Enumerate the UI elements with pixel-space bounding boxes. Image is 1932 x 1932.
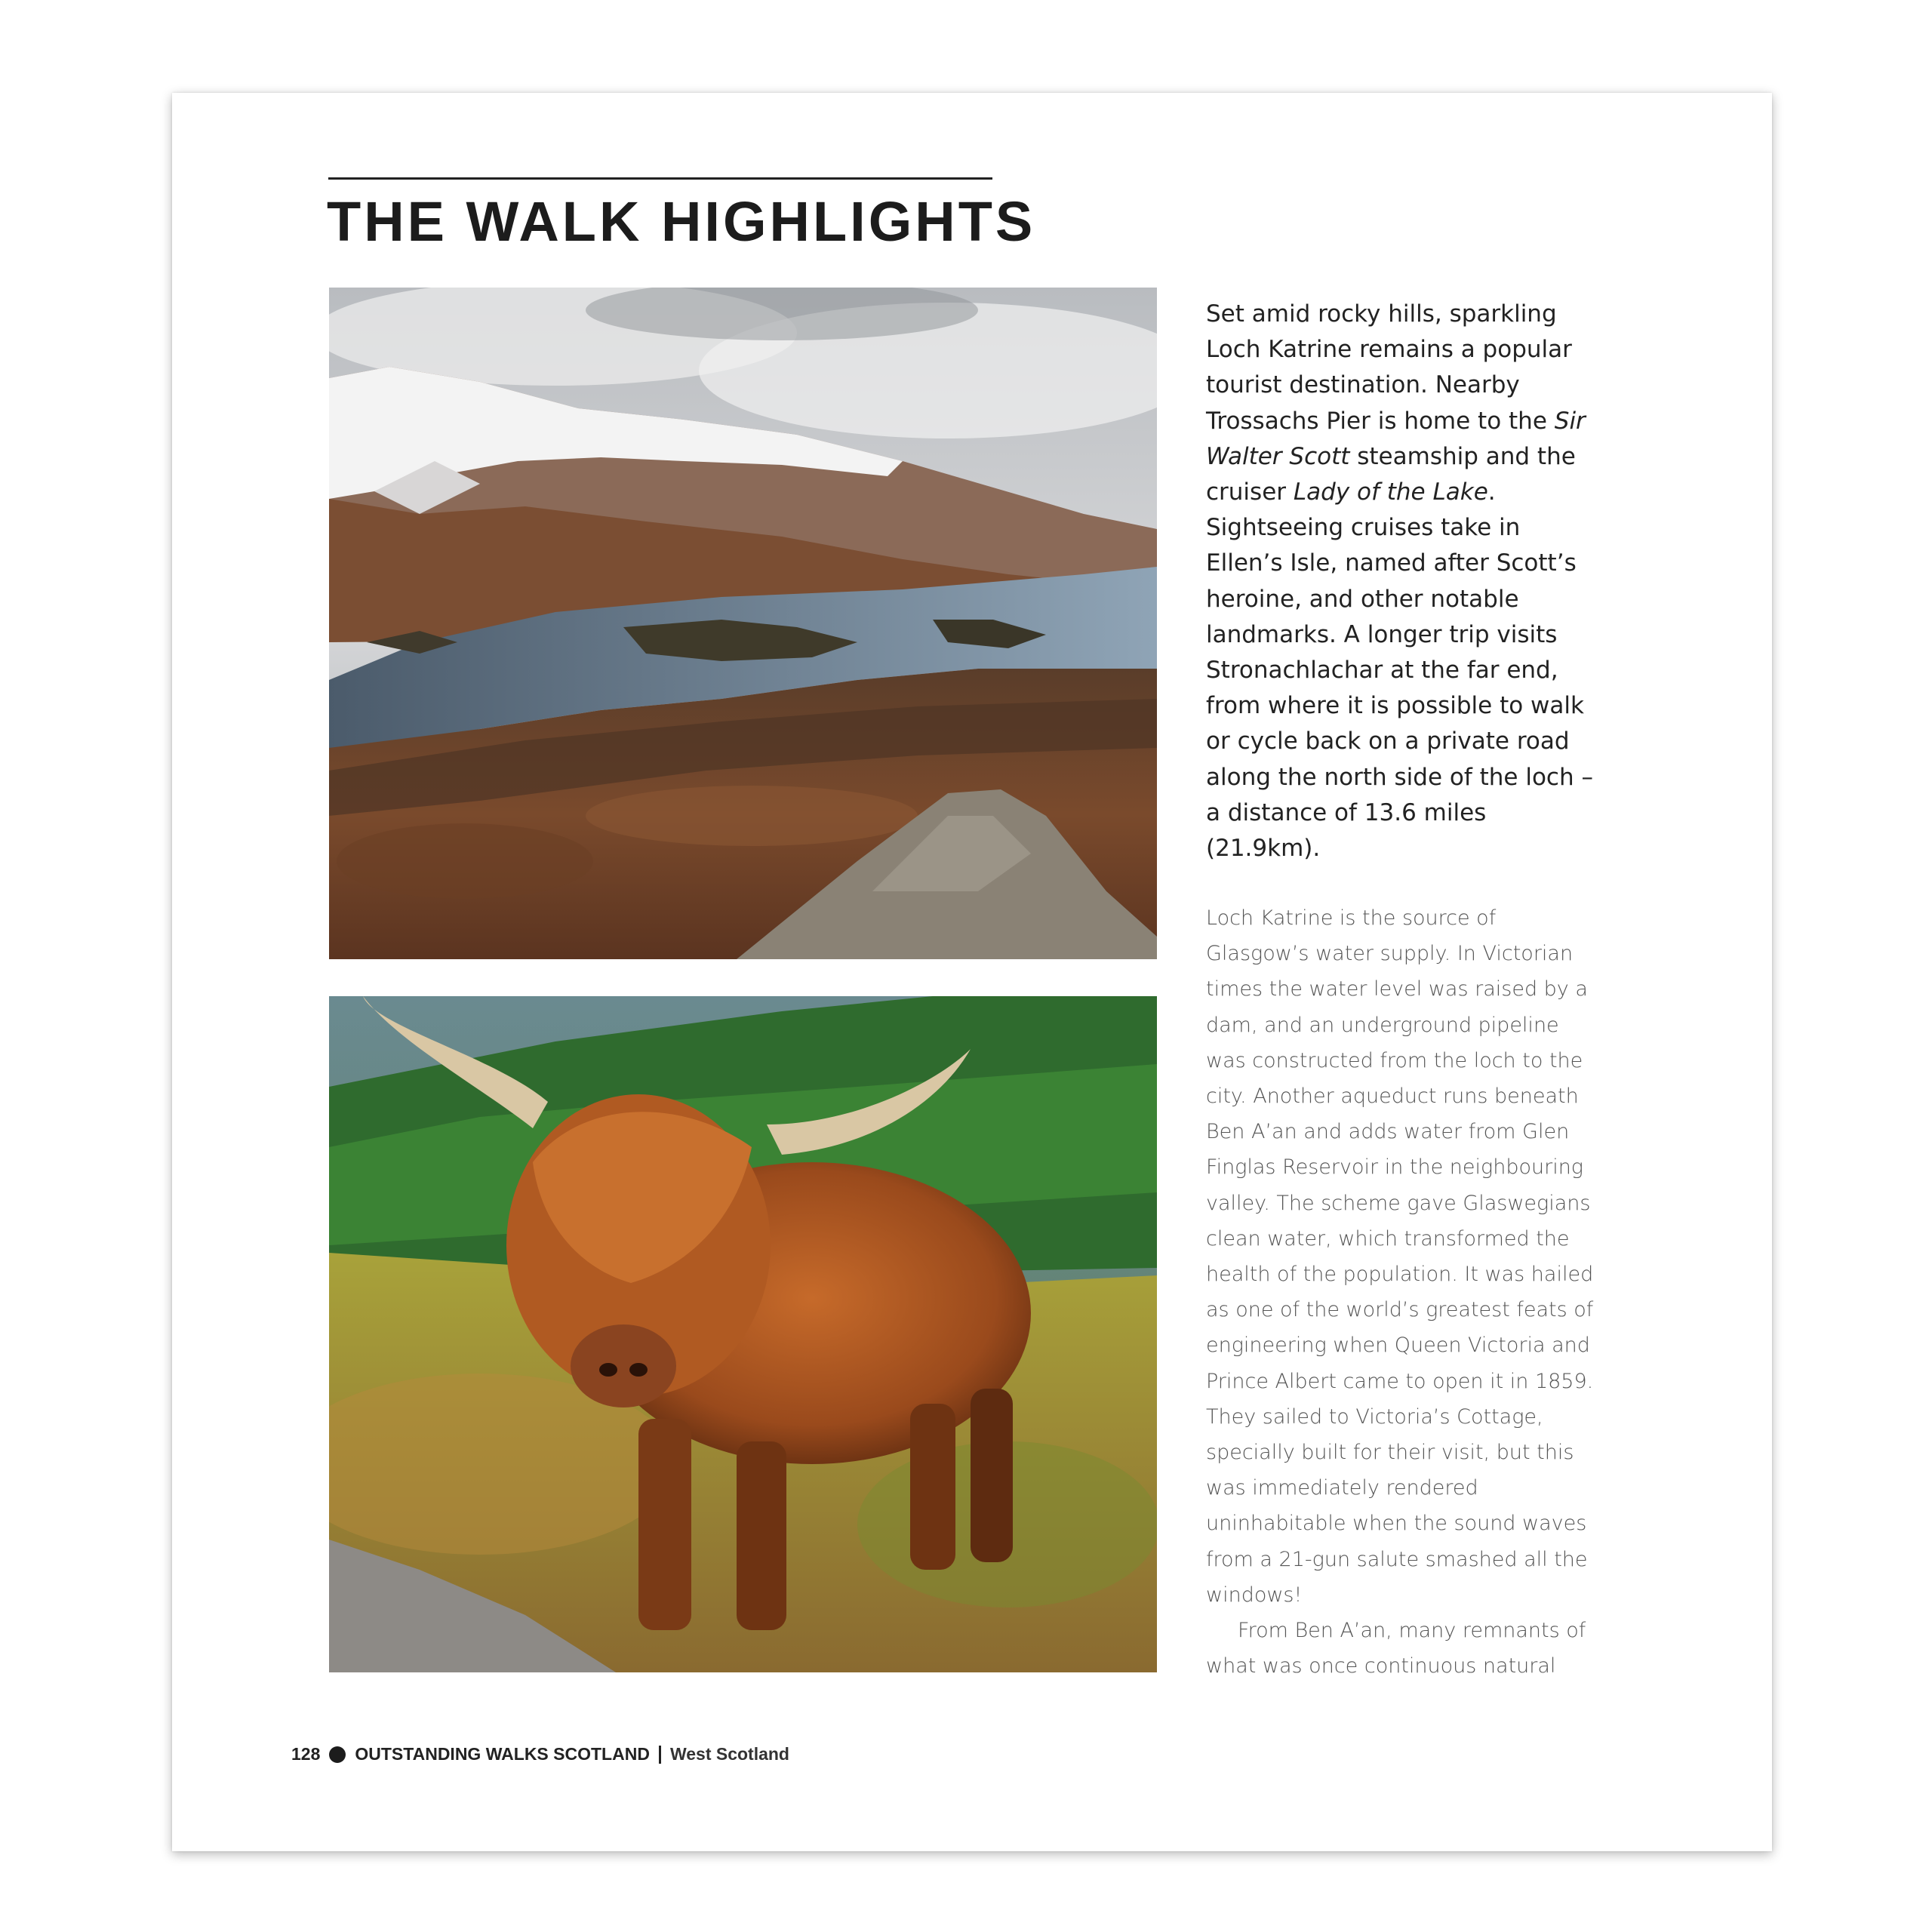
region-name: West Scotland <box>669 1744 789 1764</box>
loch-katrine-photo <box>329 288 1157 959</box>
book-title: OUTSTANDING WALKS SCOTLAND <box>355 1744 650 1764</box>
body-text <box>1206 900 1598 1684</box>
book-page <box>172 93 1772 1851</box>
ship-name-sir-walter-scott: Sir Walter Scott <box>1206 407 1586 470</box>
page-footer <box>291 1744 789 1764</box>
body-paragraph-1: Loch Katrine is the source of Glasgow’s water supply. In Victorian times the water level was raised by a dam, and an underground pipeline was constructed from the loch to the city. Another aqueduct runs beneath Ben A’an and adds water from Glen Finglas Reservoir in the neighbouring valley. The scheme gave Glaswegians clean water, which transformed the health of the population. It was hailed as one of the world’s greatest feats of engineering when Queen Victoria and Prince Albert came to open it in 1859. They sailed to Victoria’s Cottage, specially built for their visit, but this was immediately rendered uninhabitable when the sound waves from a 21-gun salute smashed all the windows! <box>1206 906 1594 1607</box>
ship-name-lady-of-the-lake: Lady of the Lake <box>1293 478 1488 506</box>
page-title: THE WALK HIGHLIGHTS <box>327 190 1036 253</box>
separator-bar <box>659 1746 661 1764</box>
page-number: 128 <box>291 1744 321 1764</box>
highland-cow-photo <box>329 996 1157 1672</box>
bullet-dot-icon <box>329 1746 346 1763</box>
heading-rule <box>328 177 992 180</box>
body-paragraph-2: From Ben A’an, many remnants of what was once continuous natural <box>1206 1619 1586 1678</box>
intro-paragraph: Set amid rocky hills, sparkling Loch Katrine remains a popular tourist destination. Nearby Trossachs Pier is home to the Sir Walter Scott steamship and the cruiser Lady of the Lake. Sightseeing cruises take in Ellen’s Isle, named after Scott’s heroine, and other notable landmarks. A longer trip visits Stronachlachar at the far end, from where it is possible to walk or cycle back on a private road along the north side of the loch – a distance of 13.6 miles (21.9km). <box>1206 300 1593 863</box>
